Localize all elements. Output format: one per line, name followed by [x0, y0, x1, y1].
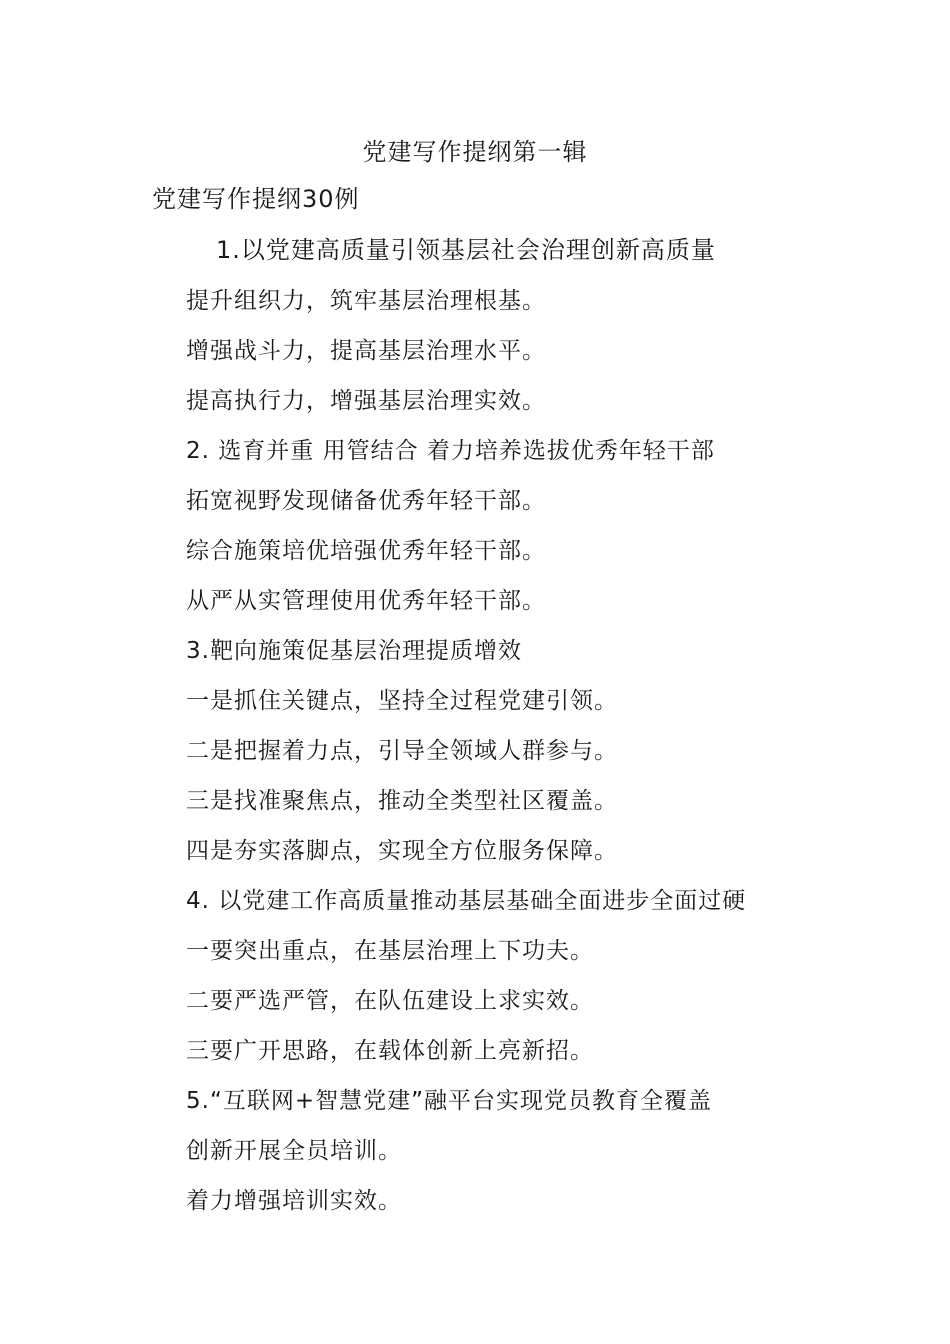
- document-title: 党建写作提纲第一辑: [362, 138, 588, 166]
- section-heading-5: 5.“互联网+智慧党建”融平台实现党员教育全覆盖: [186, 1088, 713, 1114]
- body-line: 四是夯实落脚点，实现全方位服务保障。: [186, 838, 618, 864]
- body-line: 综合施策培优培强优秀年轻干部。: [186, 538, 546, 564]
- body-line: 提升组织力，筑牢基层治理根基。: [186, 288, 546, 314]
- body-line: 创新开展全员培训。: [186, 1138, 402, 1164]
- document-body: [186, 283, 906, 1233]
- body-line: 三是找准聚焦点，推动全类型社区覆盖。: [186, 788, 618, 814]
- body-line: 提高执行力，增强基层治理实效。: [186, 388, 546, 414]
- body-line: 着力增强培训实效。: [186, 1188, 402, 1214]
- body-line: 二是把握着力点，引导全领域人群参与。: [186, 738, 618, 764]
- body-line: 从严从实管理使用优秀年轻干部。: [186, 588, 546, 614]
- section-heading-1: 1.以党建高质量引领基层社会治理创新高质量: [216, 236, 716, 264]
- section-heading-2: 2. 选育并重 用管结合 着力培养选拔优秀年轻干部: [186, 438, 715, 464]
- section-heading-3: 3.靶向施策促基层治理提质增效: [186, 638, 522, 664]
- body-line: 增强战斗力，提高基层治理水平。: [186, 338, 546, 364]
- body-line: 二要严选严管，在队伍建设上求实效。: [186, 988, 594, 1014]
- body-line: 三要广开思路，在载体创新上亮新招。: [186, 1038, 594, 1064]
- section-heading-4: 4. 以党建工作高质量推动基层基础全面进步全面过硬: [186, 888, 747, 914]
- body-line: 一是抓住关键点，坚持全过程党建引领。: [186, 688, 618, 714]
- document-subtitle: 党建写作提纲30例: [152, 185, 360, 213]
- body-line: 一要突出重点，在基层治理上下功夫。: [186, 938, 594, 964]
- body-line: 拓宽视野发现储备优秀年轻干部。: [186, 488, 546, 514]
